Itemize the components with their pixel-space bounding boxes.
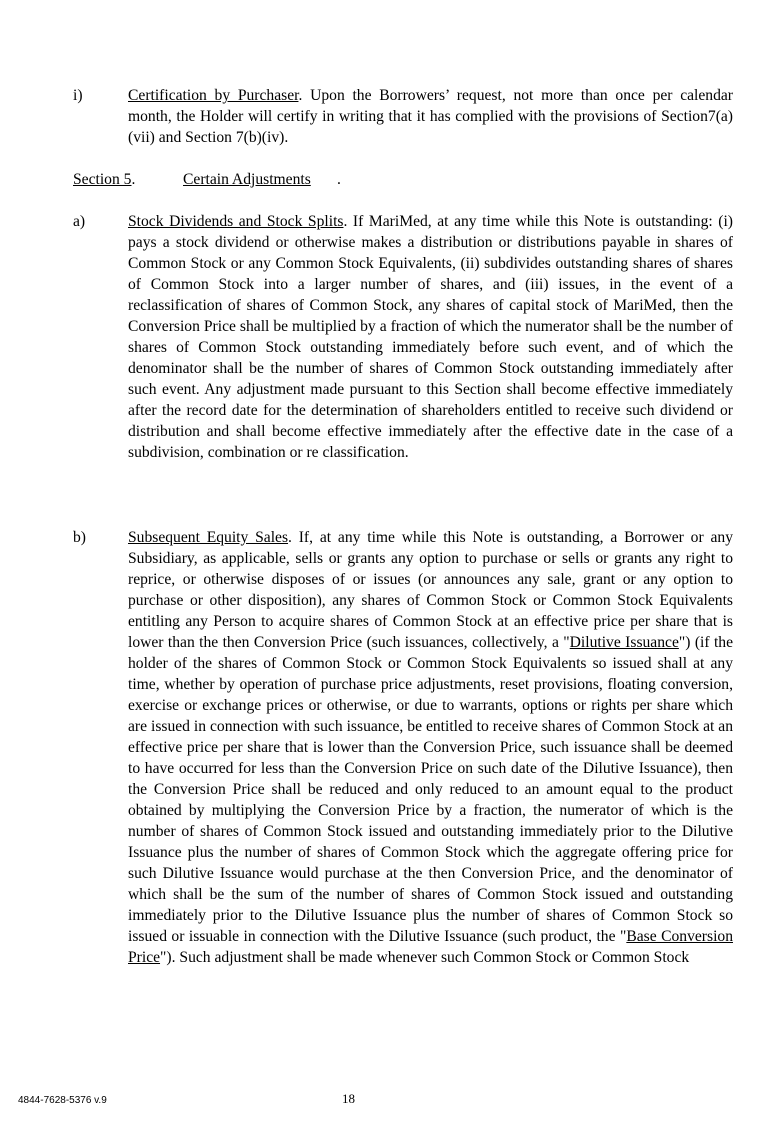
page-number: 18 — [342, 1091, 355, 1106]
subsection-text: "). Such adjustment shall be made whenever such Common Stock or Common Stock — [160, 949, 690, 966]
section-title-dot: . — [337, 171, 341, 188]
subsection-marker: b) — [73, 529, 86, 546]
subsection-text: . If MariMed, at any time while this Note is outstanding: (i) pays a stock dividend or otherwise makes a distribution or distributions payable in shares of Common Stock or any Common Stock Equivalents, (ii) subdivides outstanding shares of shares of Common Stock into a larger number of shares, and (iii) issues, in the event of a reclassification of shares of Common Stock, any shares of capital stock of MariMed, then the Conversion Price shall be multiplied by a fraction of which the numerator shall be the number of shares of Common Stock outstanding immediately before such event, and of which the denominator shall be the number of shares of Common Stock outstanding immediately after such event. Any adjustment made pursuant to this Section shall become effective immediately after the record date for the determination of shareholders entitled to receive such dividend or distribution and shall become effective immediately after the effective date in the case of a subdivision, combination or re classification. — [128, 213, 733, 461]
section-number-dot: . — [131, 171, 136, 188]
defined-term: Base Conversion Price — [128, 928, 733, 966]
subsection-b — [73, 527, 733, 968]
section-number: Section 5 — [73, 171, 132, 188]
subsection-text: . Upon the Borrowers’ request, not more than once per calendar month, the Holder will certify in writing that it has complied with the provisions of Section7(a)(vii) and Section 7(b)(iv). — [128, 87, 733, 146]
subsection-a — [73, 211, 733, 463]
subsection-text: ") (if the holder of the shares of Common Stock or Common Stock Equivalents so issued shall at any time, whether by operation of purchase price adjustments, reset provisions, floating conversion, exercise or exchange prices or otherwise, or due to warrants, options or rights per share which are issued in connection with such issuance, be entitled to receive shares of Common Stock at an effective price per share that is lower than the Conversion Price, such issuance shall be deemed to have occurred for less than the Conversion Price on such date of the Dilutive Issuance), then the Conversion Price shall be reduced and only reduced to an amount equal to the product obtained by multiplying the Conversion Price by a fraction, the numerator of which is the number of shares of Common Stock issued and outstanding immediately prior to the Dilutive Issuance plus the number of shares of Common Stock which the aggregate offering price for such Dilutive Issuance would purchase at the then Conversion Price, and the denominator of which shall be the sum of the number of shares of Common Stock issued and outstanding immediately prior to the Dilutive Issuance plus the number of shares of Common Stock so issued or issuable in connection with the Dilutive Issuance (such product, the " — [128, 634, 734, 945]
footer-document-id: 4844-7628-5376 v.9 — [18, 1095, 107, 1106]
section-heading — [73, 169, 733, 190]
subsection-i — [73, 85, 733, 148]
subsection-body — [128, 85, 733, 148]
subsection-marker: a) — [73, 213, 86, 230]
defined-term: Dilutive Issuance — [569, 634, 679, 651]
section-title: Certain Adjustments — [183, 171, 311, 188]
subsection-marker: i) — [73, 87, 83, 104]
subsection-body — [128, 527, 733, 968]
subsection-heading: Stock Dividends and Stock Splits — [128, 213, 344, 230]
subsection-text: . If, at any time while this Note is outstanding, a Borrower or any Subsidiary, as applicable, sells or grants any option to purchase or sells or grants any right to reprice, or otherwise disposes of or issues (or announces any sale, grant or any option to purchase or other disposition), any shares of Common Stock or Common Stock Equivalents entitling any Person to acquire shares of Common Stock at an effective price per share that is lower than the then Conversion Price (such issuances, collectively, a " — [128, 529, 733, 651]
subsection-heading: Certification by Purchaser — [128, 87, 299, 104]
subsection-body — [128, 211, 733, 463]
subsection-heading: Subsequent Equity Sales — [128, 529, 289, 546]
